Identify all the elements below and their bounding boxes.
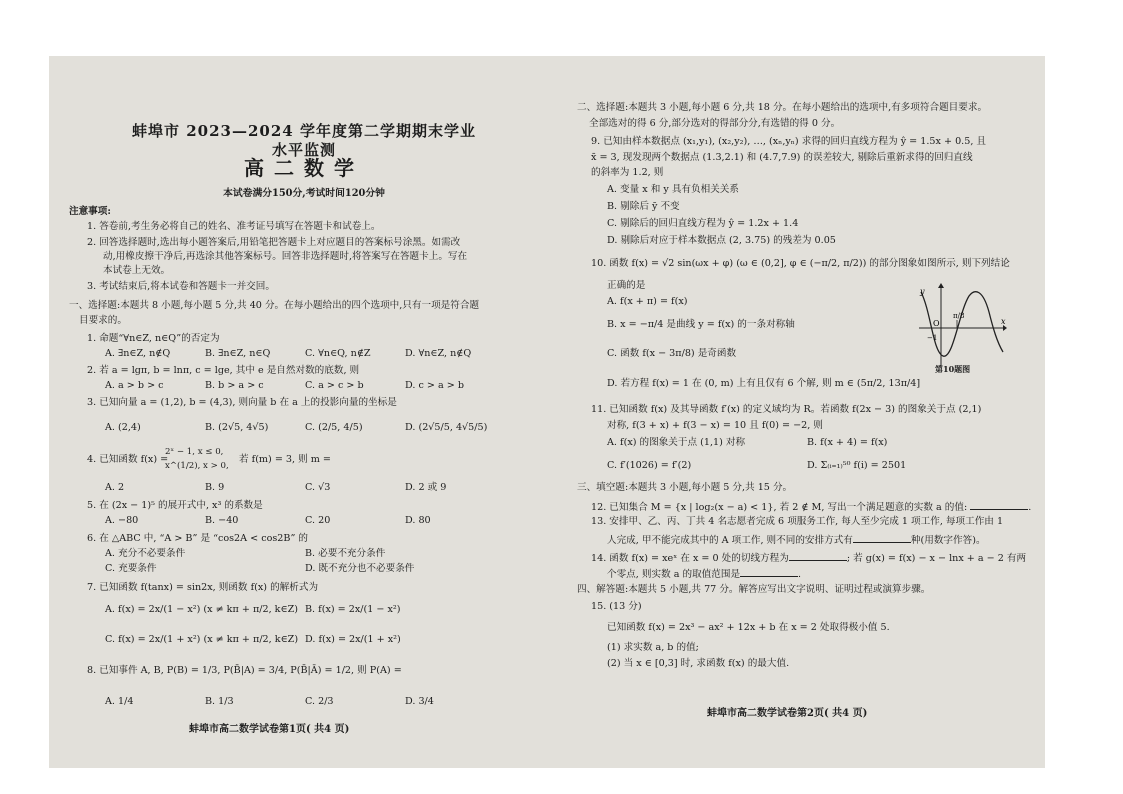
notice-2: 2. 回答选择题时,选出每小题答案后,用铅笔把答题卡上对应题目的答案标号涂黑。如需改 [87, 237, 461, 248]
q4-option-c: C. √3 [305, 482, 331, 493]
q11-option-a: A. f(x) 的图象关于点 (1,1) 对称 [607, 437, 746, 448]
q3-option-b: B. (2√5, 4√5) [205, 422, 269, 433]
q9-option-c: C. 剔除后的回归直线方程为 ŷ = 1.2x + 1.4 [607, 218, 799, 229]
q5-option-c: C. 20 [305, 515, 331, 526]
q10-option-b: B. x = −π/4 是曲线 y = f(x) 的一条对称轴 [607, 319, 795, 330]
exam-subject: 高二数学 [244, 156, 364, 180]
q9-stem-3: 的斜率为 1.2, 则 [591, 167, 664, 178]
q7-option-b: B. f(x) = 2x/(1 − x²) [305, 604, 401, 615]
q13-suffix: 种(用数字作答)。 [910, 535, 986, 546]
q1-option-a: A. ∃n∈Z, n∉Q [105, 348, 171, 359]
q1-options [105, 348, 505, 360]
q8-stem: 8. 已知事件 A, B, P(B) = 1/3, P(B̄|A) = 3/4, P(B̄|Ā) = 1/2, 则 P(A) = [87, 665, 402, 676]
q10-option-c: C. 函数 f(x − 3π/8) 是奇函数 [607, 348, 737, 359]
q13-line-2 [607, 532, 986, 547]
q9-stem-1: 9. 已知由样本数据点 (x₁,y₁), (x₂,y₂), …, (xₙ,yₙ) 求得的回归直线方程为 ŷ = 1.5x + 0.5, 且 [591, 136, 987, 147]
q13-line-1: 13. 安排甲、乙、丙、丁共 4 名志愿者完成 6 项服务工作, 每人至少完成 1 项工作, 每项工作由 1 [591, 516, 1004, 527]
q11-option-b: B. f(x + 4) = f(x) [807, 437, 888, 448]
q8-option-a: A. 1/4 [105, 696, 134, 707]
page-1-footer: 蚌埠市高二数学试卷第1页( 共4 页) [189, 724, 350, 735]
notice-2-cont: 动,用橡皮擦干净后,再选涂其他答案标号。回答非选择题时,将答案写在答题卡上。写在 [103, 251, 468, 262]
q7-option-a: A. f(x) = 2x/(1 − x²) (x ≠ kπ + π/2, k∈Z) [105, 604, 299, 615]
q3-option-d: D. (2√5/5, 4√5/5) [405, 422, 488, 433]
q7-options-row1 [105, 604, 505, 616]
q11-option-c: C. f′(1026) = f′(2) [607, 460, 692, 471]
q6-options-row2 [105, 563, 505, 575]
q1-stem: 1. 命题“∀n∈Z, n∈Q”的否定为 [87, 333, 220, 344]
section-4-heading: 四、解答题:本题共 5 小题,共 77 分。解答应写出文字说明、证明过程或演算步骤。 [577, 584, 931, 595]
q7-options-row2 [105, 634, 505, 646]
q4-option-d: D. 2 或 9 [405, 482, 447, 493]
q11-stem-1: 11. 已知函数 f(x) 及其导函数 f′(x) 的定义域均为 R。若函数 f(2x − 3) 的图象关于点 (2,1) [591, 404, 982, 415]
q6-option-b: B. 必要不充分条件 [305, 548, 386, 559]
q6-option-d: D. 既不充分也不必要条件 [305, 563, 415, 574]
q6-option-c: C. 充要条件 [105, 563, 157, 574]
q14-period: . [798, 569, 802, 580]
q8-option-d: D. 3/4 [405, 696, 434, 707]
page-2-footer: 蚌埠市高二数学试卷第2页( 共4 页) [707, 708, 868, 719]
exam-info: 本试卷满分150分,考试时间120分钟 [223, 188, 385, 199]
q12-text: 12. 已知集合 M = {x | log₂(x − a) < 1}, 若 2 ∉ M, 写出一个满足题意的实数 a 的值: [591, 502, 968, 513]
q1-option-c: C. ∀n∈Q, n∉Z [305, 348, 371, 359]
q4-stem: 4. 已知函数 f(x) = [87, 454, 169, 465]
q5-option-d: D. 80 [405, 515, 431, 526]
q11-options-row2 [607, 460, 1007, 472]
q3-stem: 3. 已知向量 a = (1,2), b = (4,3), 则向量 b 在 a 上的投影向量的坐标是 [87, 397, 397, 408]
graph-label-pi8: π/8 [953, 312, 965, 320]
q1-option-b: B. ∃n∈Z, n∈Q [205, 348, 271, 359]
q6-stem: 6. 在 △ABC 中, “A > B” 是 “cos2A < cos2B” 的 [87, 533, 309, 544]
q14-answer-blank-1[interactable] [789, 550, 847, 561]
q14-answer-blank-2[interactable] [740, 566, 798, 577]
notice-1: 1. 答卷前,考生务必将自己的姓名、准考证号填写在答题卡和试卷上。 [87, 221, 381, 232]
q12 [591, 499, 1031, 514]
q2-option-d: D. c > a > b [405, 380, 464, 391]
section-2-heading-cont: 全部选对的得 6 分,部分选对的得部分分,有选错的得 0 分。 [589, 118, 841, 129]
q7-option-c: C. f(x) = 2x/(1 + x²) (x ≠ kπ + π/2, k∈Z) [105, 634, 299, 645]
q7-stem: 7. 已知函数 f(tanx) = sin2x, 则函数 f(x) 的解析式为 [87, 582, 319, 593]
q8-option-b: B. 1/3 [205, 696, 234, 707]
notice-2-cont2: 本试卷上无效。 [103, 265, 171, 276]
section-1-heading-cont: 目要求的。 [79, 315, 127, 326]
q11-option-d: D. Σ₍ᵢ₌₁₎⁵⁰ f(i) = 2501 [807, 460, 907, 471]
q4-options [105, 482, 505, 494]
q13-text: 人完成, 甲不能完成其中的 A 项工作, 则不同的安排方式有 [607, 535, 853, 546]
q8-options [105, 696, 505, 708]
q13-answer-blank[interactable] [853, 532, 911, 543]
q4-piece-2: x^(1/2), x > 0, [165, 461, 229, 471]
q12-period: . [1028, 502, 1032, 513]
q14-text-3: 个零点, 则实数 a 的取值范围是 [607, 569, 741, 580]
q6-option-a: A. 充分不必要条件 [105, 548, 186, 559]
q10-option-a: A. f(x + π) = f(x) [607, 296, 688, 307]
exam-title: 蚌埠市 2023—2024 学年度第二学期期末学业水平监测 [132, 122, 476, 160]
q5-options [105, 515, 505, 527]
q9-option-d: D. 剔除后对应于样本数据点 (2, 3.75) 的残差为 0.05 [607, 235, 836, 246]
graph-label-o: O [933, 319, 940, 328]
q10-stem: 10. 函数 f(x) = √2 sin(ωx + φ) (ω ∈ (0,2], φ ∈ (−π/2, π/2)) 的部分图象如图所示, 则下列结论 [591, 258, 1010, 269]
q10-sine-graph [917, 282, 1007, 372]
q10-stem-cont: 正确的是 [607, 280, 646, 291]
q15-stem: 已知函数 f(x) = 2x³ − ax² + 12x + b 在 x = 2 处取得极小值 5. [607, 622, 890, 633]
q10-graph-caption: 第10题图 [935, 364, 971, 374]
q4-option-b: B. 9 [205, 482, 225, 493]
q10-option-d: D. 若方程 f(x) = 1 在 (0, m) 上有且仅有 6 个解, 则 m ∈ (5π/2, 13π/4] [607, 378, 921, 389]
q4-piece-1: 2ˣ − 1, x ≤ 0, [165, 447, 224, 457]
notice-heading: 注意事项: [69, 206, 111, 217]
graph-label-minus1: −1 [927, 334, 938, 342]
q5-option-a: A. −80 [105, 515, 139, 526]
notice-3: 3. 考试结束后,将本试卷和答题卡一并交回。 [87, 281, 275, 292]
q2-option-a: A. a > b > c [105, 380, 164, 391]
q3-options [105, 422, 505, 434]
q14-line-1 [591, 550, 1026, 565]
q9-option-b: B. 剔除后 ȳ 不变 [607, 201, 680, 212]
q6-options-row1 [105, 548, 505, 560]
q2-stem: 2. 若 a = lgπ, b = lnπ, c = lge, 其中 e 是自然对数的底数, 则 [87, 365, 360, 376]
q15-part-2: (2) 当 x ∈ [0,3] 时, 求函数 f(x) 的最大值. [607, 658, 790, 669]
q14-text-2: ; 若 g(x) = f(x) − x − lnx + a − 2 有两 [846, 553, 1027, 564]
q14-line-2 [607, 566, 801, 581]
q5-stem: 5. 在 (2x − 1)⁵ 的展开式中, x³ 的系数是 [87, 500, 263, 511]
q15-heading: 15. (13 分) [591, 601, 642, 612]
q5-option-b: B. −40 [205, 515, 239, 526]
q9-stem-2: x̄ = 3, 现发现两个数据点 (1.3,2.1) 和 (4.7,7.9) 的误差较大, 剔除后重新求得的回归直线 [591, 152, 973, 163]
q12-answer-blank[interactable] [970, 499, 1028, 510]
section-3-heading: 三、填空题:本题共 3 小题,每小题 5 分,共 15 分。 [577, 482, 793, 493]
q1-option-d: D. ∀n∈Z, n∉Q [405, 348, 472, 359]
exam-sheet [49, 56, 1045, 768]
q11-options-row1 [607, 437, 1007, 449]
q3-option-c: C. (2/5, 4/5) [305, 422, 363, 433]
section-2-heading: 二、选择题:本题共 3 小题,每小题 6 分,共 18 分。在每小题给出的选项中,有多项符合题目要求。 [577, 102, 988, 113]
q8-option-c: C. 2/3 [305, 696, 334, 707]
graph-y-arrow [938, 283, 944, 288]
q9-option-a: A. 变量 x 和 y 具有负相关关系 [607, 184, 739, 195]
q2-option-b: B. b > a > c [205, 380, 264, 391]
q7-option-d: D. f(x) = 2x/(1 + x²) [305, 634, 401, 645]
q4-option-a: A. 2 [105, 482, 125, 493]
q4-stem-tail: 若 f(m) = 3, 则 m = [239, 454, 331, 465]
q15-part-1: (1) 求实数 a, b 的值; [607, 642, 699, 653]
q11-stem-2: 对称, f(3 + x) + f(3 − x) = 10 且 f(0) = −2, 则 [607, 420, 823, 431]
graph-label-y: y [920, 287, 925, 296]
q14-text-1: 14. 函数 f(x) = xeˣ 在 x = 0 处的切线方程为 [591, 553, 789, 564]
q3-option-a: A. (2,4) [105, 422, 141, 433]
q2-options [105, 380, 505, 392]
section-1-heading: 一、选择题:本题共 8 小题,每小题 5 分,共 40 分。在每小题给出的四个选项中,只有一项是符合题 [69, 300, 480, 311]
q2-option-c: C. a > c > b [305, 380, 364, 391]
graph-label-x: x [1001, 317, 1006, 326]
